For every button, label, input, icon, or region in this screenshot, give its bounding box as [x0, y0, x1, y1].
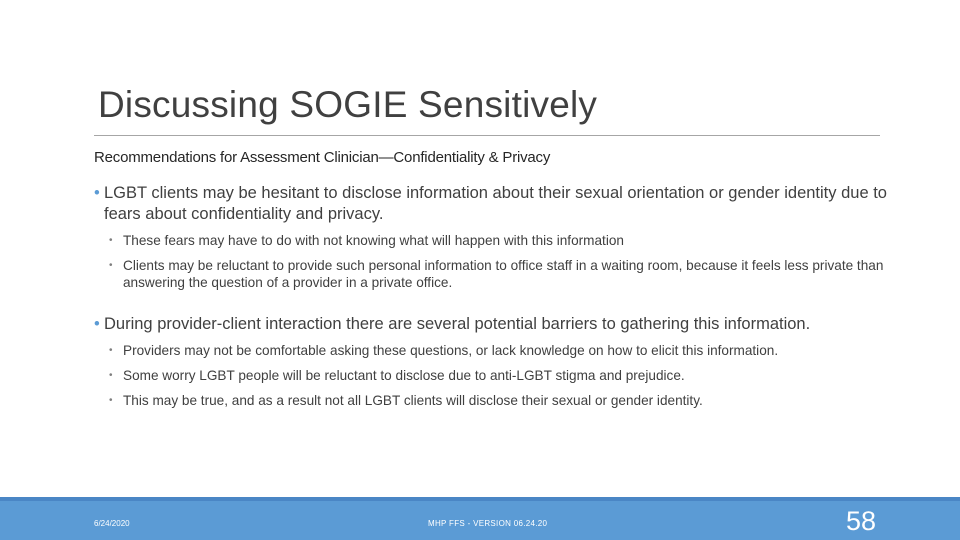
- sub-bullet-item: [100, 367, 890, 384]
- bullet-list: [94, 183, 890, 417]
- sub-bullet-icon: •: [109, 345, 113, 356]
- sub-bullet-text: Some worry LGBT people will be reluctant to disclose due to anti-LGBT stigma and prejudice.: [123, 368, 685, 383]
- sub-bullet-item: [100, 392, 890, 409]
- footer-version: MHP FFS - VERSION 06.24.20: [428, 519, 548, 528]
- sub-bullet-item: [100, 342, 890, 359]
- sub-bullet-text: This may be true, and as a result not all LGBT clients will disclose their sexual or gender identity.: [123, 393, 703, 408]
- sub-bullet-item: [100, 232, 890, 249]
- slide-subtitle: Recommendations for Assessment Clinician—Confidentiality & Privacy: [94, 149, 551, 166]
- footer-accent-line: [0, 497, 960, 501]
- sub-bullet-icon: •: [109, 235, 113, 246]
- footer-date: 6/24/2020: [94, 519, 130, 528]
- bullet-text: LGBT clients may be hesitant to disclose information about their sexual orientation or gender identity due to fears about confidentiality and privacy.: [104, 184, 887, 223]
- bullet-item: [94, 314, 890, 335]
- sub-bullet-list: [100, 342, 890, 409]
- sub-bullet-list: [100, 232, 890, 291]
- bullet-text: During provider-client interaction there are several potential barriers to gathering this information.: [104, 315, 811, 333]
- sub-bullet-icon: •: [109, 260, 113, 271]
- sub-bullet-item: [100, 257, 890, 291]
- title-divider: [94, 135, 880, 136]
- sub-bullet-text: Clients may be reluctant to provide such personal information to office staff in a waiting room, because it feels less private than answering the question of a provider in a private office.: [123, 258, 884, 290]
- sub-bullet-text: These fears may have to do with not knowing what will happen with this information: [123, 233, 624, 248]
- bullet-item: [94, 183, 890, 225]
- bullet-icon: •: [94, 184, 100, 202]
- sub-bullet-text: Providers may not be comfortable asking these questions, or lack knowledge on how to elicit this information.: [123, 343, 779, 358]
- slide-number: 58: [846, 506, 877, 536]
- bullet-icon: •: [94, 315, 100, 333]
- slide-title: Discussing SOGIE Sensitively: [98, 84, 598, 125]
- sub-bullet-icon: •: [109, 370, 113, 381]
- sub-bullet-icon: •: [109, 395, 113, 406]
